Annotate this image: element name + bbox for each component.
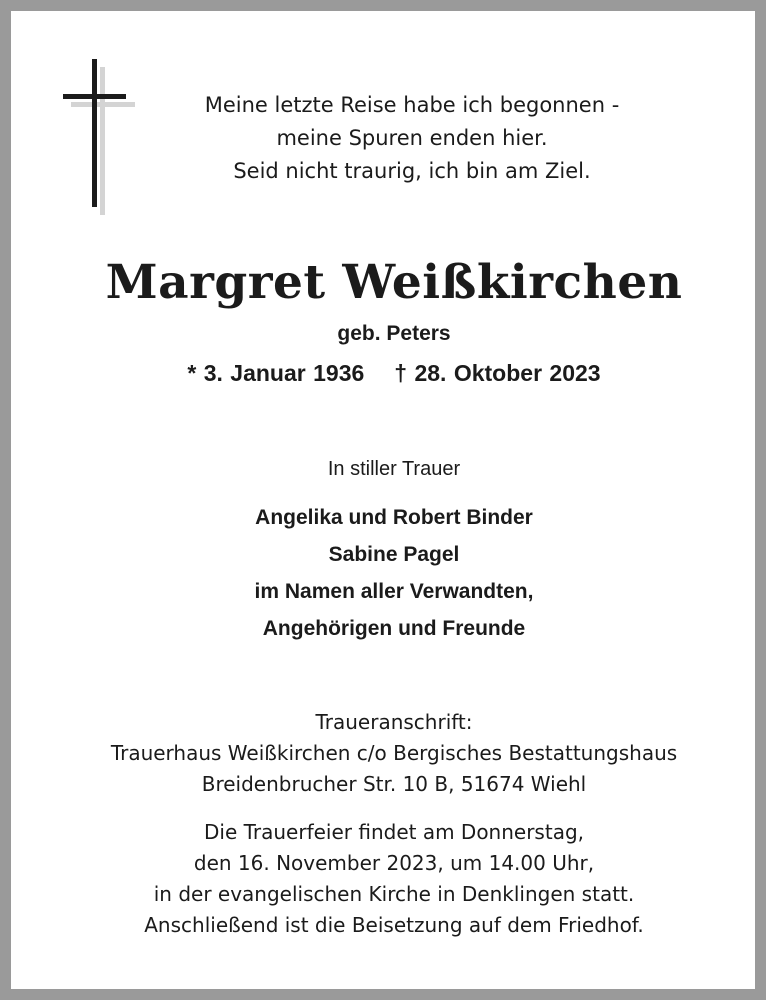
birth-date: * 3. Januar 1936 (187, 360, 365, 386)
mourner-line: Angelika und Robert Binder (255, 506, 533, 529)
mourners-list (11, 499, 766, 647)
life-dates (11, 356, 766, 390)
address-line: Breidenbrucher Str. 10 B, 51674 Wiehl (201, 772, 587, 796)
mourner-line: Sabine Pagel (328, 543, 460, 566)
verse-line: Meine letzte Reise habe ich begonnen - (204, 93, 620, 117)
ceremony-line: den 16. November 2023, um 14.00 Uhr, (193, 851, 595, 875)
mourning-intro: In stiller Trauer (327, 458, 461, 480)
maiden-name: geb. Peters (337, 322, 451, 345)
mourner-line: im Namen aller Verwandten, (254, 580, 534, 603)
mourning-address (11, 707, 766, 800)
ceremony-line: in der evangelischen Kirche in Denklingen statt. (153, 882, 635, 906)
address-line: Trauerhaus Weißkirchen c/o Bergisches Bestattungshaus (110, 741, 678, 765)
deceased-name: Margret Weißkirchen (105, 255, 683, 310)
verse (11, 89, 766, 188)
address-heading: Traueranschrift: (315, 710, 473, 734)
death-date: † 28. Oktober 2023 (394, 360, 601, 386)
ceremony-info (11, 817, 766, 941)
ceremony-line: Anschließend ist die Beisetzung auf dem Friedhof. (144, 913, 644, 937)
mourner-line: Angehörigen und Freunde (262, 617, 526, 640)
ceremony-line: Die Trauerfeier findet am Donnerstag, (203, 820, 585, 844)
verse-line: Seid nicht traurig, ich bin am Ziel. (233, 159, 591, 183)
verse-line: meine Spuren enden hier. (276, 126, 548, 150)
